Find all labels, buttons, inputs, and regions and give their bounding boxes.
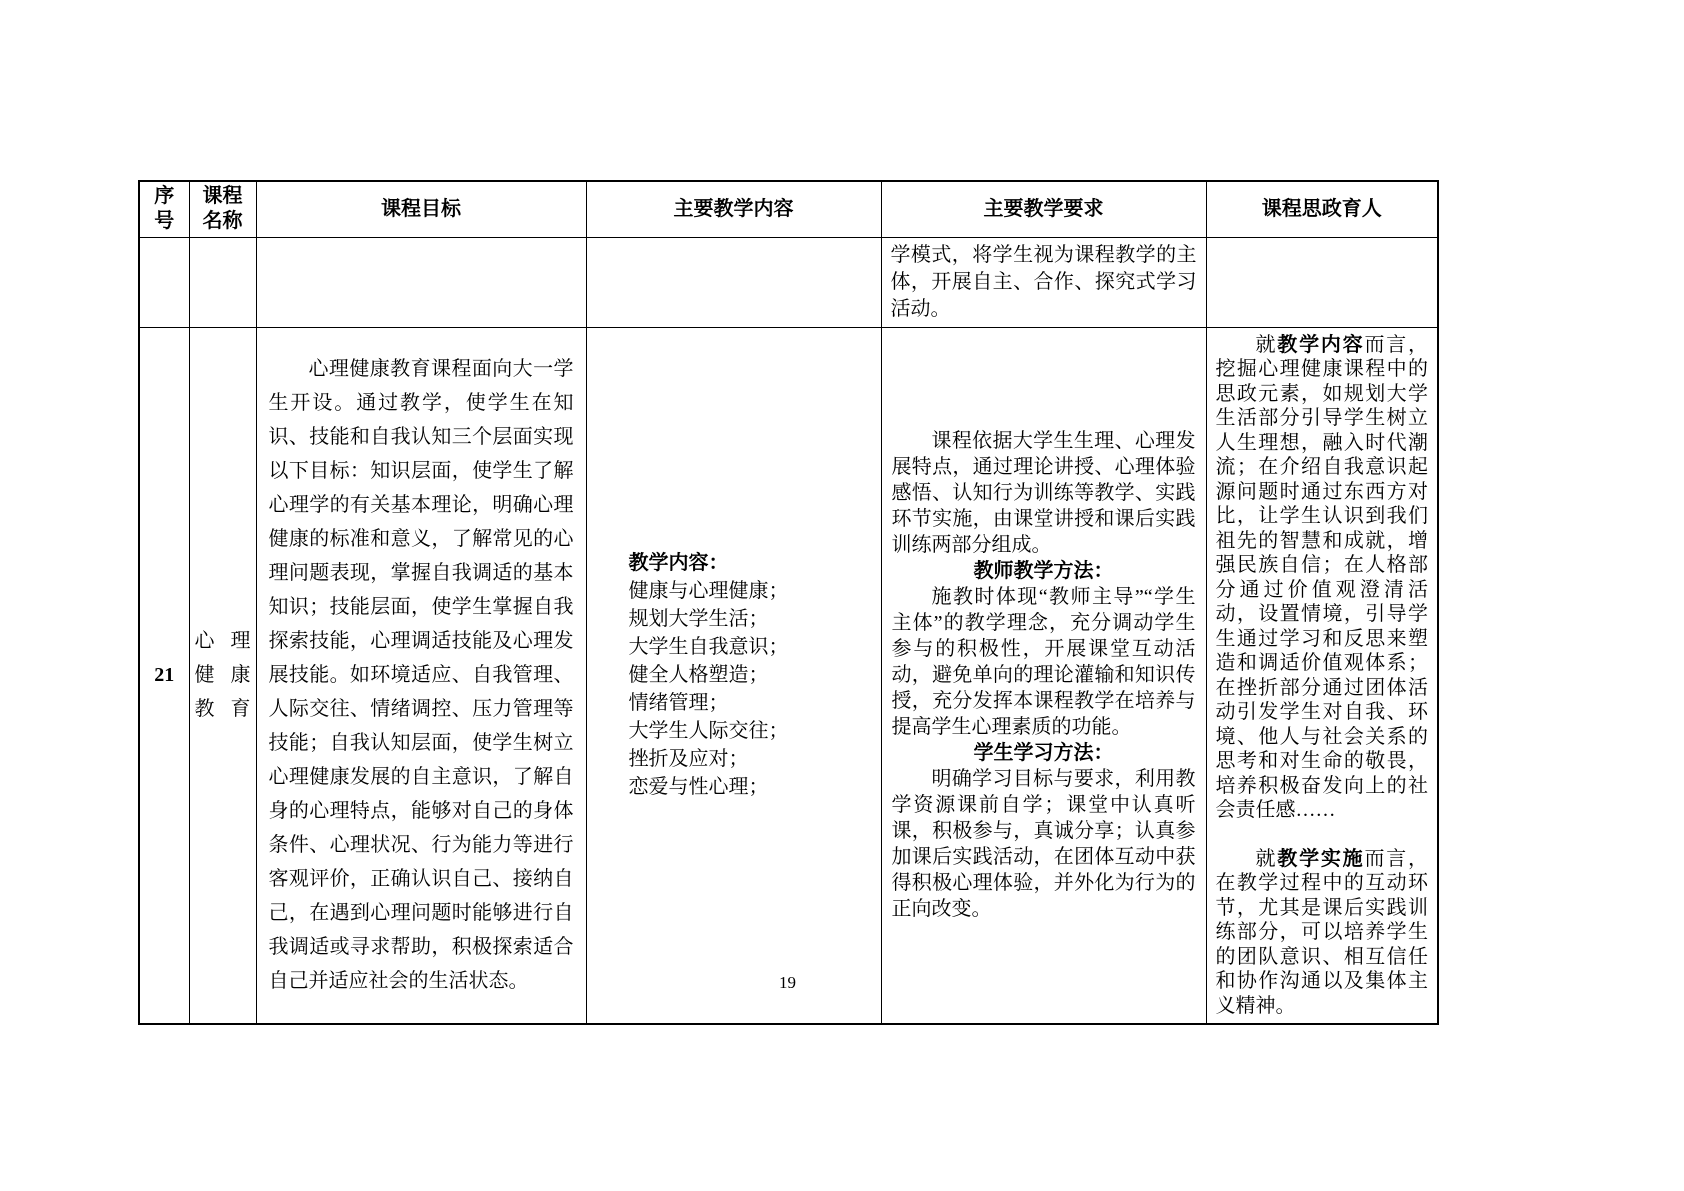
header-teaching-requirements: 主要教学要求 [881,181,1206,237]
teaching-content-item: 挫折及应对； [628,748,749,771]
carryover-objectives-cell [256,237,586,327]
teaching-content-item: 健全人格塑造； [628,664,769,687]
requirements-intro: 课程依据大学生生理、心理发展特点，通过理论讲授、心理体验感悟、认知行为训练等教学、实践环节实施，由课堂讲授和课后实践训练两部分组成。 [891,430,1196,557]
carryover-requirements-cell [881,237,1206,327]
row21-objectives-text: 心理健康教育课程面向大一学生开设。通过教学，使学生在知识、技能和自我认知三个层面实现以下目标：知识层面，使学生了解心理学的有关基本理论，明确心理健康的标准和意义，了解常见的心理问题表现，掌握自我调适的基本知识；技能层面，使学生掌握自我探索技能，心理调适技能及心理发展技能。如环境适应、自我管理、人际交往、情绪调控、压力管理等技能；自我认知层面，使学生树立心理健康发展的自主意识，了解自身的心理特点，能够对自己的身体条件、心理状况、行为能力等进行客观评价，正确认识自己、接纳自己，在遇到心理问题时能够进行自我调适或寻求帮助，积极探索适合自己并适应社会的生活状态。 [268,358,574,993]
student-method-text: 明确学习目标与要求，利用教学资源课前自学；课堂中认真听课，积极参与，真诚分享；认真参加课后实践活动，在团体互动中获得积极心理体验，并外化为行为的正向改变。 [891,768,1196,921]
header-course-objectives: 课程目标 [256,181,586,237]
teaching-content-item: 情绪管理； [628,692,729,715]
header-ideological-education: 课程思政育人 [1206,181,1438,237]
carryover-content-cell [586,237,881,327]
ideological-p1-body: 而言，挖掘心理健康课程中的思政元素，如规划大学生活部分引导学生树立人生理想，融入时代潮流；在介绍自我意识起源问题时通过东西方对比，让学生认识到我们祖先的智慧和成就，增强民族自信；在人格部分通过价值观澄清活动，设置情境，引导学生通过学习和反思来塑造和调适价值观体系；在挫折部分通过团体活动引发学生对自我、环境、他人与社会关系的思考和对生命的敬畏，培养积极奋发向上的社会责任感…… [1215,333,1429,821]
header-teaching-content: 主要教学内容 [586,181,881,237]
table-header-row [139,181,1438,237]
teaching-content-item: 大学生自我意识； [628,636,789,659]
student-method-heading: 学生学习方法： [973,742,1114,765]
row21-objectives-cell [256,327,586,1024]
teacher-method-heading: 教师教学方法： [973,560,1114,583]
ideological-p2-body: 而言，在教学过程中的互动环节，尤其是课后实践训练部分，可以培养学生的团队意识、相互信任和协作沟通以及集体主义精神。 [1215,847,1429,1017]
row21-seq-cell [139,327,189,1024]
ideological-p1-prefix: 就 [1255,333,1278,356]
teaching-content-item: 健康与心理健康； [628,580,789,603]
carryover-name-cell [189,237,256,327]
row21-teaching-content-cell [586,327,881,1024]
row21-teaching-content-block [587,549,881,801]
carryover-ideological-cell [1206,237,1438,327]
carryover-row [139,237,1438,327]
header-course-name: 课程名称 [189,181,256,237]
ideological-p2-prefix: 就 [1255,847,1278,870]
teaching-content-item: 恋爱与性心理； [628,776,769,799]
carryover-requirements-text: 学模式，将学生视为课程教学的主体，开展自主、合作、探究式学习活动。 [890,243,1197,320]
header-seq-no: 序号 [139,181,189,237]
teacher-method-text: 施教时体现“教师主导”“学生主体”的教学理念，充分调动学生参与的积极性，开展课堂互动活动，避免单向的理论灌输和知识传授，充分发挥本课程教学在培养与提高学生心理素质的功能。 [891,586,1196,739]
ideological-p1-bold-term: 教学内容 [1277,333,1365,356]
teaching-content-heading: 教学内容： [628,552,729,575]
row21-seq-number: 21 [154,663,175,686]
row21-course-name-cell [189,327,256,1024]
carryover-seq-cell [139,237,189,327]
teaching-content-item: 规划大学生活； [628,608,769,631]
course-table [138,180,1439,1025]
table-row-21 [139,327,1438,1024]
ideological-p2-bold-term: 教学实施 [1277,847,1365,870]
ideological-paragraph-1 [1216,333,1429,823]
page-number: 19 [779,973,796,992]
teaching-content-item: 大学生人际交往； [628,720,789,743]
row21-ideological-cell [1206,327,1438,1024]
row21-teaching-requirements-cell [881,327,1206,1024]
row21-course-name: 心理健康教育 [194,630,251,721]
